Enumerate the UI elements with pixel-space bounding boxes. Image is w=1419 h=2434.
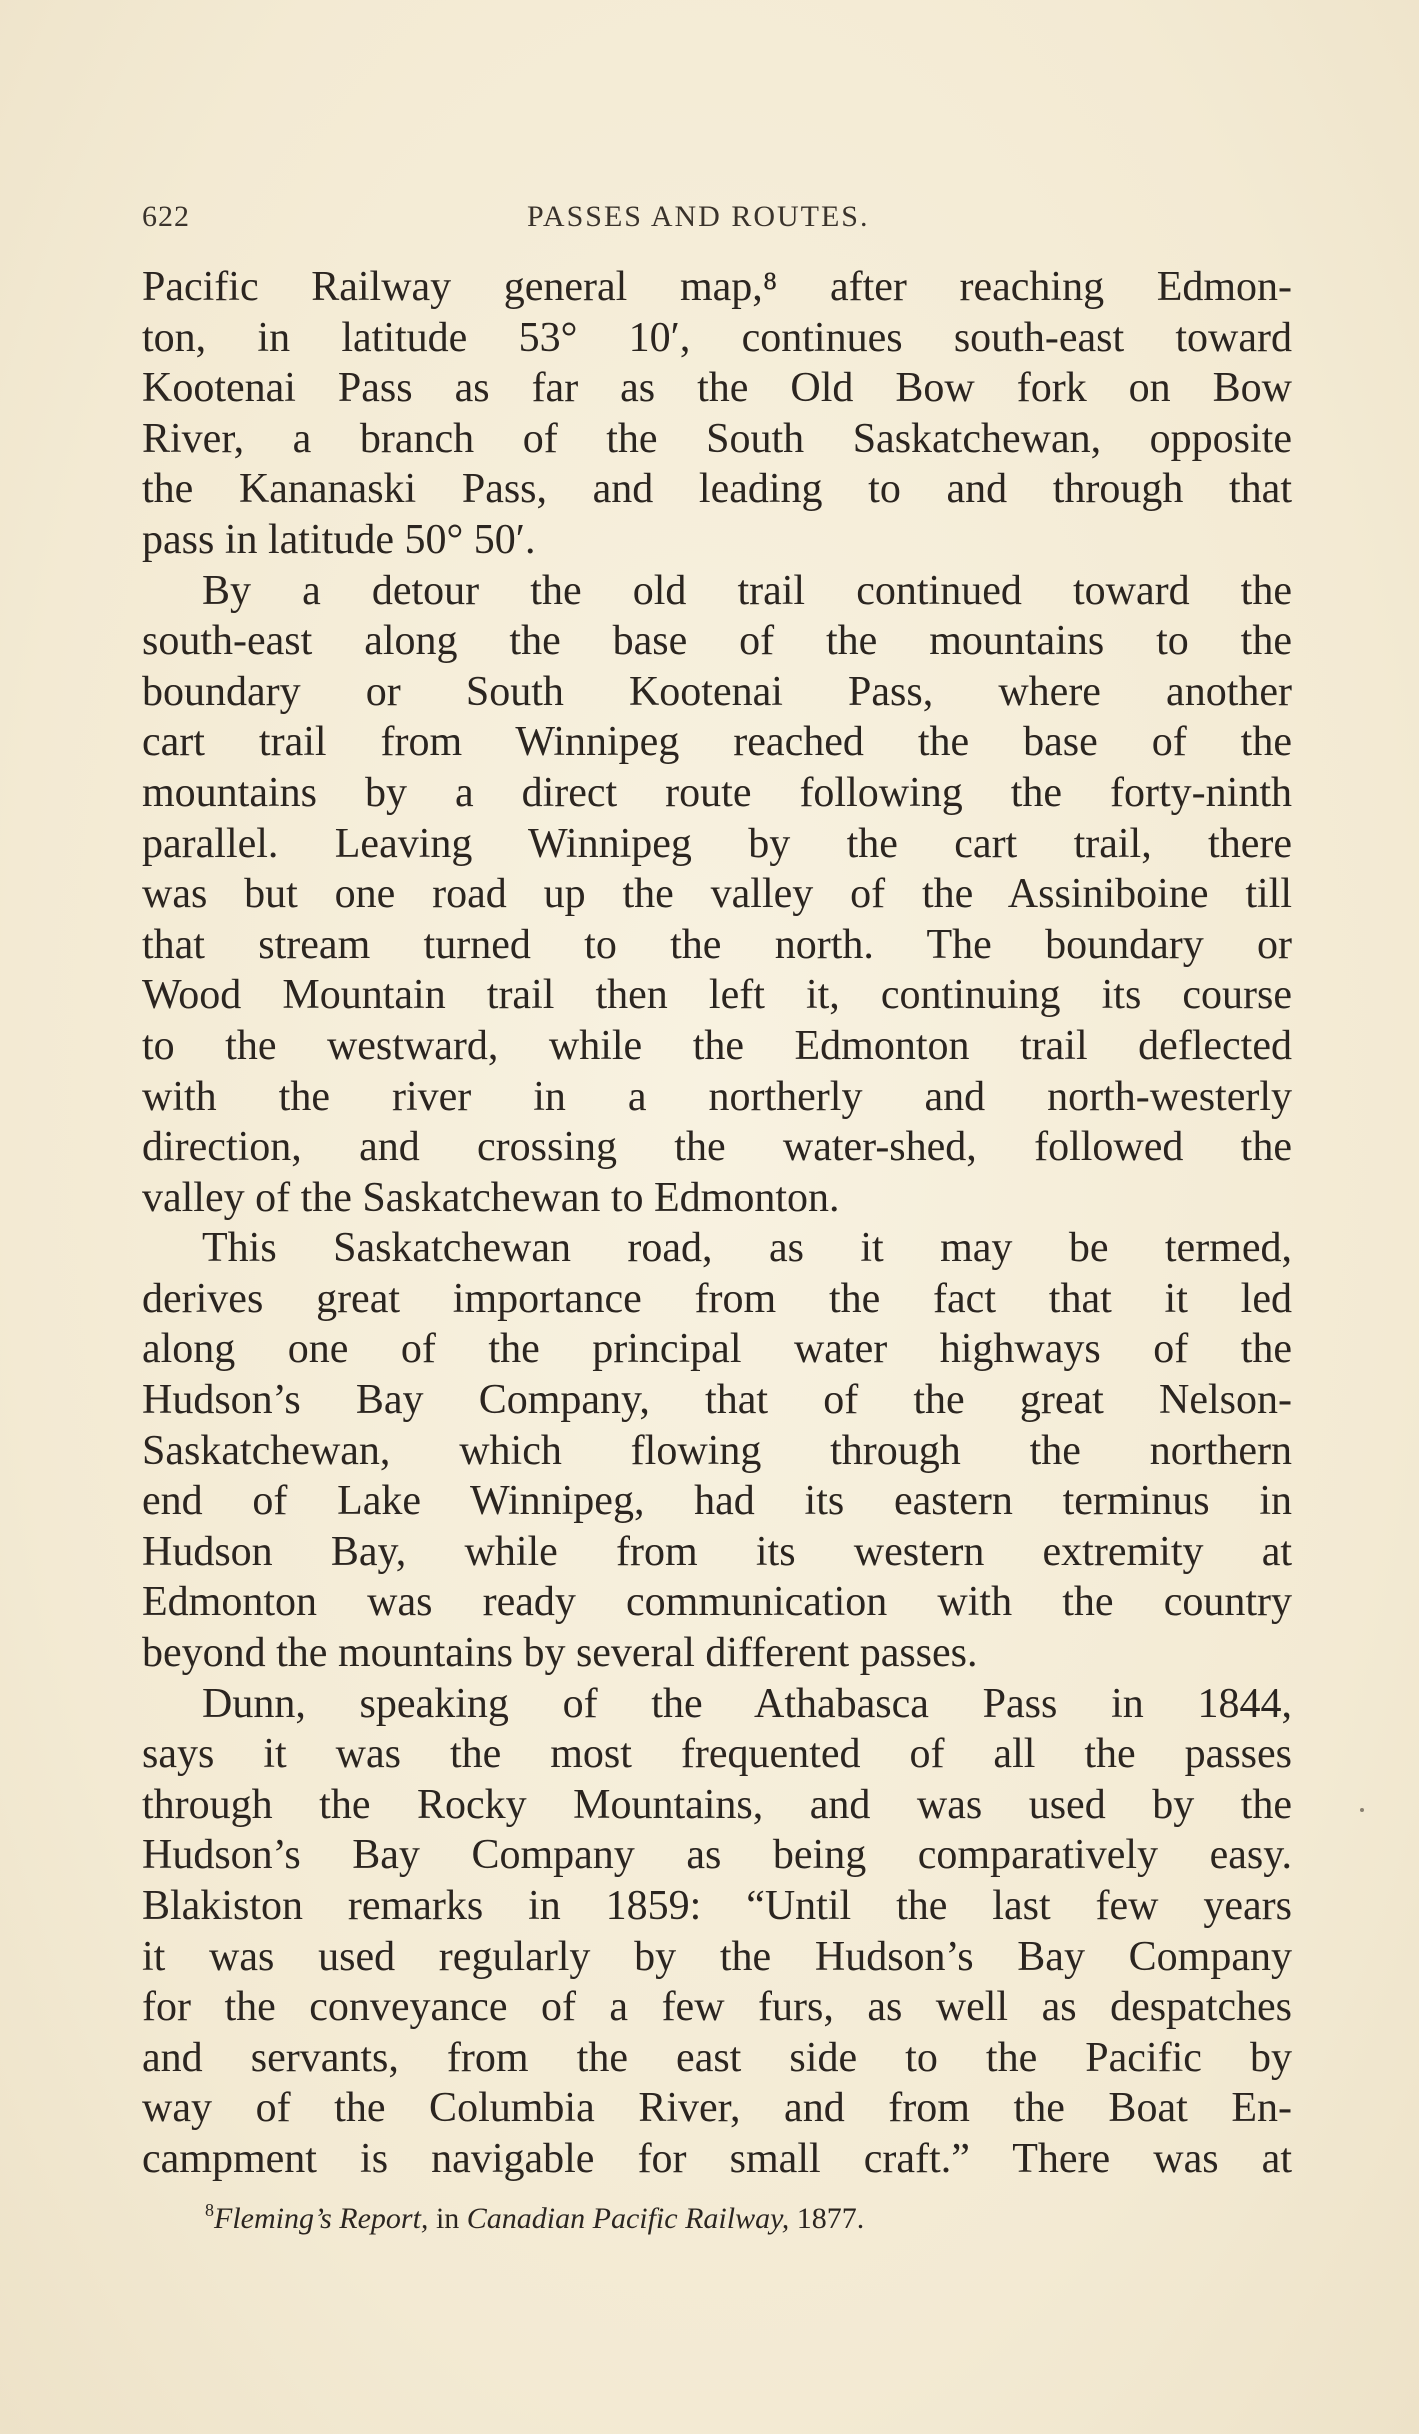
text-line: the Kananaski Pass, and leading to and through that — [142, 466, 1292, 513]
text-line: valley of the Saskatchewan to Edmonton. — [142, 1174, 840, 1221]
footnote-year: 1877. — [789, 2202, 865, 2235]
running-title: PASSES AND ROUTES. — [527, 200, 870, 233]
footnote-marker: 8 — [205, 2200, 214, 2220]
paper-speck — [1360, 1808, 1364, 1812]
text-line: mountains by a direct route following the forty-ninth — [142, 769, 1292, 816]
text-line: Pacific Railway general map,⁸ after reaching Edmon- — [142, 264, 1292, 310]
text-line: south-east along the base of the mountains to the — [142, 618, 1292, 665]
text-line: Hudson’s Bay Company as being comparatively easy. — [142, 1832, 1292, 1879]
text-line: it was used regularly by the Hudson’s Bay Company — [142, 1933, 1292, 1980]
text-line: Wood Mountain trail then left it, continuing its course — [142, 972, 1292, 1019]
text-line: campment is navigable for small craft.” There was at — [142, 2135, 1292, 2182]
text-line: Dunn, speaking of the Athabasca Pass in 1844, — [202, 1680, 1292, 1727]
text-line: River, a branch of the South Saskatchewan, opposite — [142, 415, 1292, 462]
text-line: along one of the principal water highways of the — [142, 1326, 1292, 1373]
body-text — [142, 262, 1292, 2185]
text-line: Edmonton was ready communication with the country — [142, 1579, 1292, 1626]
footnote-publication: Canadian Pacific Railway, — [466, 2202, 790, 2235]
text-line: cart trail from Winnipeg reached the base of the — [142, 719, 1292, 766]
footnote-source: Fleming’s Report, — [214, 2202, 429, 2235]
text-line: was but one road up the valley of the Assiniboine till — [142, 871, 1292, 918]
text-line: way of the Columbia River, and from the Boat En- — [142, 2085, 1292, 2132]
page-number: 622 — [142, 200, 190, 233]
footnote — [205, 2200, 1305, 2236]
text-line: through the Rocky Mountains, and was used by the — [142, 1781, 1292, 1828]
text-line: parallel. Leaving Winnipeg by the cart trail, there — [142, 820, 1292, 867]
text-line: By a detour the old trail continued toward the — [202, 567, 1292, 614]
text-line: direction, and crossing the water-shed, followed the — [142, 1124, 1292, 1171]
text-line: Hudson Bay, while from its western extremity at — [142, 1528, 1292, 1575]
text-line: Kootenai Pass as far as the Old Bow fork on Bow — [142, 365, 1292, 412]
text-line: to the westward, while the Edmonton trail deflected — [142, 1022, 1292, 1069]
text-line: that stream turned to the north. The boundary or — [142, 921, 1292, 968]
footnote-connector: in — [428, 2202, 467, 2235]
text-line: Blakiston remarks in 1859: “Until the last few years — [142, 1883, 1292, 1929]
text-line: derives great importance from the fact that it led — [142, 1275, 1292, 1322]
text-line: This Saskatchewan road, as it may be termed, — [202, 1225, 1292, 1272]
text-line: says it was the most frequented of all the passes — [142, 1731, 1292, 1778]
text-line: and servants, from the east side to the Pacific by — [142, 2034, 1292, 2081]
running-head — [142, 190, 1292, 250]
text-line: boundary or South Kootenai Pass, where another — [142, 668, 1292, 715]
text-line: pass in latitude 50° 50′. — [142, 516, 536, 563]
text-line: end of Lake Winnipeg, had its eastern terminus in — [142, 1478, 1292, 1525]
text-line: for the conveyance of a few furs, as well as despatches — [142, 1984, 1292, 2031]
text-line: beyond the mountains by several different passes. — [142, 1630, 978, 1677]
text-line: Saskatchewan, which flowing through the northern — [142, 1427, 1292, 1474]
text-line: with the river in a northerly and north-westerly — [142, 1073, 1292, 1120]
text-line: Hudson’s Bay Company, that of the great Nelson- — [142, 1377, 1292, 1424]
text-line: ton, in latitude 53° 10′, continues south-east toward — [142, 314, 1292, 361]
